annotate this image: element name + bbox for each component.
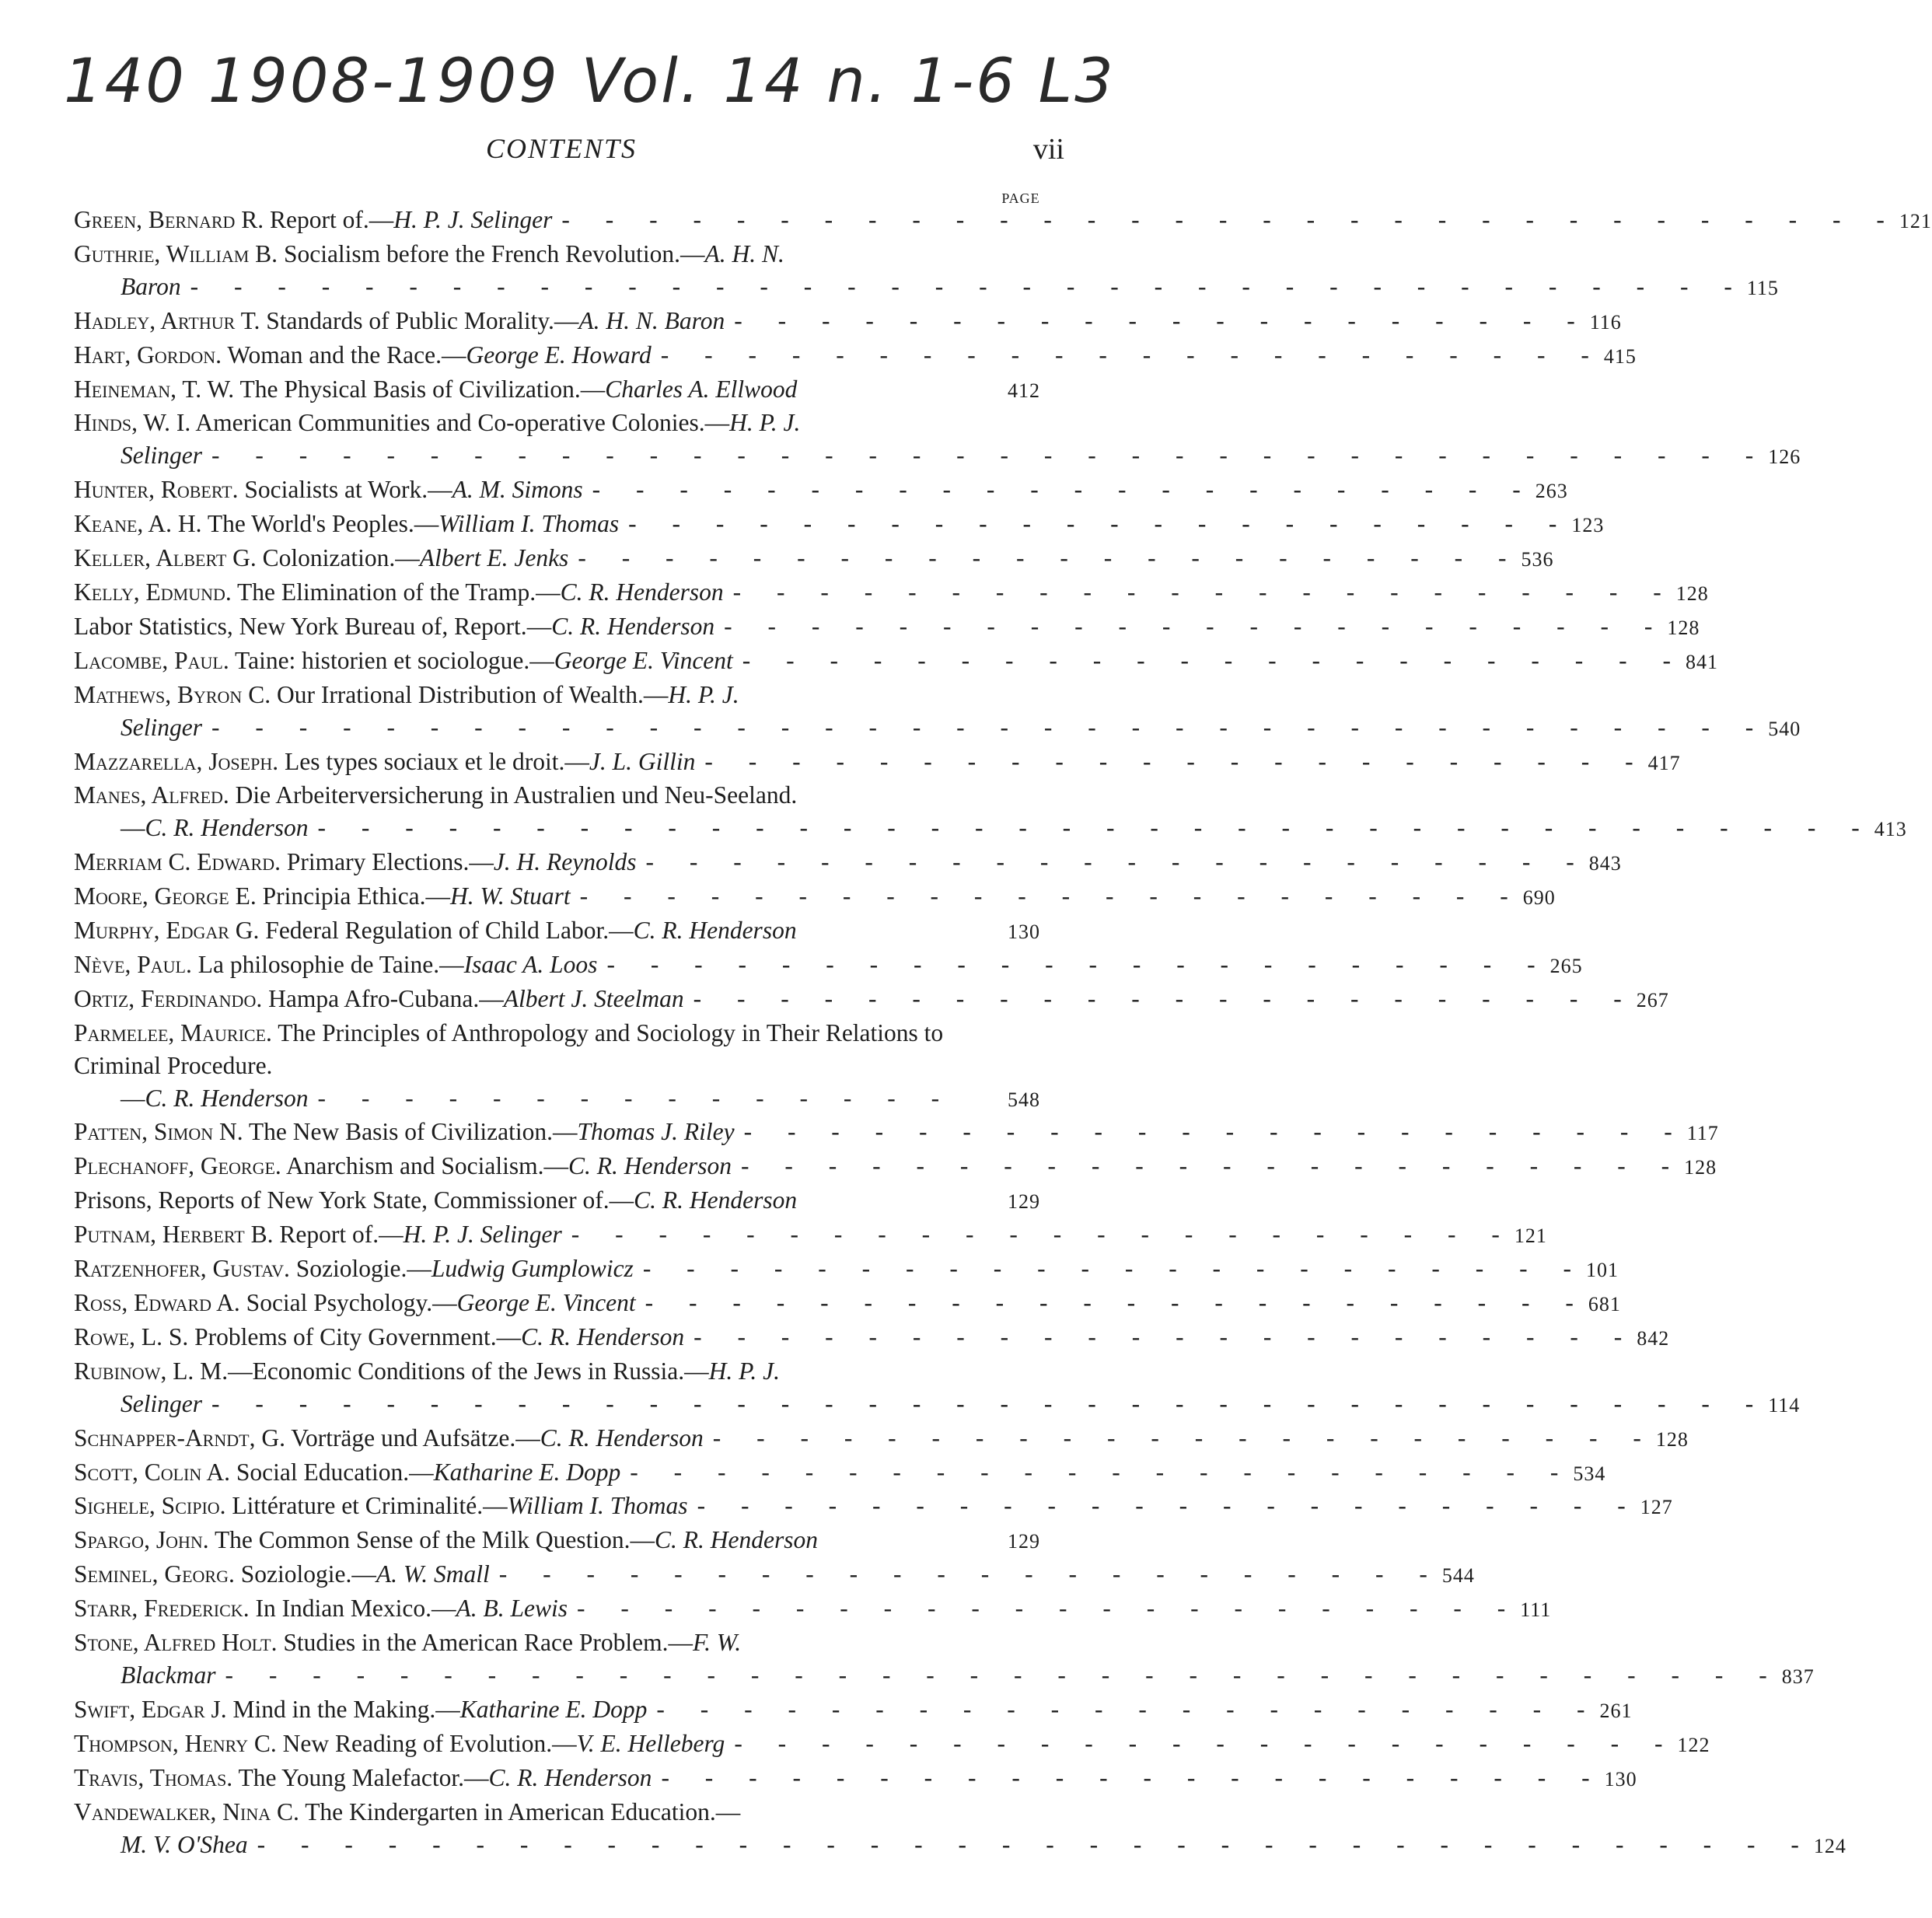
contents-entry: Murphy, Edgar G. Federal Regulation of Child Labor.—C. R. Henderson 130: [74, 914, 1055, 949]
entry-page: 544: [1441, 1564, 1475, 1588]
contents-entry: Manes, Alfred. Die Arbeiterversicherung in Australien und Neu-Seeland. —C. R. Henderson - - - - - - - - - - - - - - - - - - - - - - - - - - - - - - - - - - - - 413: [74, 779, 1055, 846]
page-title: CONTENTS: [485, 133, 638, 164]
contents-entry: Seminel, Georg. Soziologie.—A. W. Small - - - - - - - - - - - - - - - - - - - - - - 544: [74, 1558, 1055, 1592]
contents-entry: Spargo, John. The Common Sense of the Milk Question.—C. R. Henderson 129: [74, 1524, 1055, 1558]
entry-title: American Communities and Co-operative Colonies.: [195, 409, 705, 437]
contents-entry: Lacombe, Paul. Taine: historien et sociologue.—George E. Vincent - - - - - - - - - - - - - - - - - - - - - - 841: [74, 645, 1055, 679]
dot-leader: - - - - - - - - - - - - - - - - - - - - - - - - - - - - - - - - - - - -: [190, 272, 1747, 300]
contents-entry: Mazzarella, Joseph. Les types sociaux et le droit.—J. L. Gillin - - - - - - - - - - - - - - - - - - - - - - 417: [74, 746, 1055, 780]
entry-page: 690: [1522, 886, 1556, 910]
entry-reviewer: M. V. O'Shea: [121, 1830, 248, 1858]
entry-title: Report of.: [279, 1221, 379, 1249]
entry-page: 115: [1746, 276, 1779, 299]
entry-author: Stone, Alfred Holt.: [74, 1629, 278, 1657]
dot-leader: - - - - - - - - - - - - - - - - - - - - - -: [592, 476, 1535, 504]
entry-author: Patten, Simon N.: [74, 1118, 243, 1146]
contents-entry: Putnam, Herbert B. Report of.—H. P. J. Selinger - - - - - - - - - - - - - - - - - - - - - - 121: [74, 1218, 1055, 1252]
entry-title: The New Basis of Civilization.: [248, 1118, 553, 1146]
entry-page: 413: [1874, 818, 1907, 841]
entry-page: 111: [1520, 1598, 1552, 1622]
dot-leader: - - - - - - - - - - - - - - - - - - - - - -: [742, 646, 1686, 674]
entry-title: Colonization.: [262, 544, 396, 572]
entry-title: The World's Peoples.: [207, 510, 414, 538]
entry-reviewer: George E. Howard: [466, 341, 652, 369]
entry-reviewer: C. R. Henderson: [540, 1424, 704, 1452]
contents-entry: Keane, A. H. The World's Peoples.—William I. Thomas - - - - - - - - - - - - - - - - - - - - - - 123: [74, 508, 1055, 542]
entry-title: Vorträge und Aufsätze.: [291, 1424, 516, 1452]
dot-leader: - - - - - - - - - - - - - - - - - - - -: [734, 306, 1590, 334]
entry-title: Les types sociaux et le droit.: [284, 747, 565, 775]
dot-leader: - - - - - - - - - - - - - - - - - - - - - - - - - - - - - - -: [561, 206, 1899, 233]
entry-reviewer: C. R. Henderson: [560, 578, 724, 606]
entry-reviewer: C. R. Henderson: [145, 1084, 309, 1112]
entry-title: The Elimination of the Tramp.: [237, 578, 536, 606]
contents-entry: Sighele, Scipio. Littérature et Criminalité.—William I. Thomas - - - - - - - - - - - - - - - - - - - - - - 127: [74, 1490, 1055, 1524]
entry-author: Murphy, Edgar G.: [74, 917, 260, 945]
entry-reviewer: George E. Vincent: [554, 646, 733, 674]
dot-leader: - - - - - - - - - - - - - - - - - - - - - -: [734, 1729, 1678, 1757]
dot-leader: - - - - - - - - - - - - - - - - - - - - - - - - - - - - - - - - - - - -: [211, 1389, 1769, 1417]
dot-leader: - - - - - - - - - - - - - - - - - - - - - -: [645, 848, 1589, 876]
entry-reviewer: A. H. N. Baron: [578, 306, 725, 334]
entry-page: 128: [1684, 1156, 1717, 1179]
entry-title: Principia Ethica.: [262, 882, 426, 910]
entry-reviewer: Thomas J. Riley: [577, 1118, 735, 1146]
entry-author: Rowe, L. S.: [74, 1322, 189, 1350]
entry-title: Studies in the American Race Problem.: [283, 1629, 669, 1657]
running-header: [74, 132, 1064, 171]
dot-leader: - - - - - - - - - - - - - - - - - - - - - -: [743, 1118, 1687, 1146]
contents-entry: Parmelee, Maurice. The Principles of Anthropology and Sociology in Their Relations to Criminal Procedure. —C. R. Henderson - - - - - - - - - - - - - - - 548: [74, 1017, 1055, 1116]
contents-entry: Travis, Thomas. The Young Malefactor.—C. R. Henderson - - - - - - - - - - - - - - - - - - - - - - 130: [74, 1762, 1055, 1796]
contents-entry: Moore, George E. Principia Ethica.—H. W. Stuart - - - - - - - - - - - - - - - - - - - - - - 690: [74, 880, 1055, 914]
entry-reviewer: H. W. Stuart: [450, 882, 571, 910]
entry-page: 534: [1573, 1462, 1606, 1485]
entry-page: 129: [1008, 1190, 1040, 1214]
entry-author: Parmelee, Maurice.: [74, 1018, 272, 1046]
dot-leader: - - - - - - - - - - - - - - - - - - - - - -: [606, 950, 1550, 978]
entry-page: 127: [1640, 1496, 1673, 1519]
entry-page: 412: [1008, 379, 1040, 402]
entry-page: 121: [1514, 1225, 1547, 1248]
entry-reviewer: A. W. Small: [376, 1560, 490, 1588]
entry-reviewer: J. L. Gillin: [589, 747, 696, 775]
page-number: vii: [1032, 133, 1064, 166]
dot-leader: - - - - - - - - - - - - - - - - - - - - - -: [498, 1560, 1442, 1588]
dot-leader: - - - - - - - - - - - - - - - - - - - - - -: [642, 1255, 1586, 1283]
entry-author: Travis, Thomas.: [74, 1763, 233, 1791]
entry-author: Moore, George E.: [74, 882, 257, 910]
dot-leader: - - - - - - - - - - - - - - - - - - - - - -: [704, 747, 1648, 775]
entry-reviewer: Isaac A. Loos: [463, 950, 598, 978]
entry-author: Putnam, Herbert B.: [74, 1221, 274, 1249]
entry-page: 837: [1781, 1665, 1815, 1688]
entry-title: Economic Conditions of the Jews in Russia.: [252, 1357, 685, 1385]
entry-title: Soziologie.: [295, 1255, 407, 1283]
entry-title: Standards of Public Morality.: [266, 306, 554, 334]
entry-title: New Reading of Evolution.: [282, 1729, 553, 1757]
entry-title: Our Irrational Distribution of Wealth.: [276, 680, 644, 708]
entry-title: The Kindergarten in American Education.: [305, 1797, 716, 1825]
contents-entry: Thompson, Henry C. New Reading of Evolution.—V. E. Helleberg - - - - - - - - - - - - - - - - - - - - - - 122: [74, 1728, 1055, 1762]
entry-page: 417: [1647, 751, 1681, 774]
entry-author: Keller, Albert G.: [74, 544, 257, 572]
contents-entry: Ross, Edward A. Social Psychology.—George E. Vincent - - - - - - - - - - - - - - - - - - - - - - 681: [74, 1287, 1055, 1321]
entry-page: 126: [1768, 445, 1801, 469]
entry-page: 101: [1585, 1259, 1619, 1282]
entry-reviewer: George E. Vincent: [456, 1289, 636, 1316]
entry-reviewer: J. H. Reynolds: [493, 848, 637, 876]
entry-author: Starr, Frederick.: [74, 1595, 250, 1623]
entry-reviewer: C. R. Henderson: [145, 814, 309, 842]
contents-entry: Keller, Albert G. Colonization.—Albert E. Jenks - - - - - - - - - - - - - - - - - - - - - - 536: [74, 542, 1055, 576]
dot-leader: - - - - - - - - - - - - - - -: [317, 1084, 955, 1112]
dot-leader: - - - - - - - - - - - - - - - - - - - - - -: [578, 544, 1521, 572]
entry-reviewer: A. B. Lewis: [456, 1595, 568, 1623]
entry-page: 129: [1008, 1530, 1040, 1553]
entry-reviewer: C. R. Henderson: [633, 917, 797, 945]
entry-title: Soziologie.: [240, 1560, 352, 1588]
entry-page: 117: [1686, 1122, 1719, 1145]
dot-leader: - - - - - - - - - - - - - - - - - - - - - -: [741, 1152, 1685, 1180]
dot-leader: - - - - - - - - - - - - - - - - - - - - - -: [579, 882, 1523, 910]
contents-entry: Guthrie, William B. Socialism before the French Revolution.—A. H. N. Baron - - - - - - - - - - - - - - - - - - - - - - - - - - - - - - - - - - - - 115: [74, 238, 1055, 305]
dot-leader: - - - - - - - - - - - - - - - - - - - - - -: [661, 1763, 1605, 1791]
entry-reviewer: H. P. J. Selinger: [393, 206, 553, 233]
entry-page: 548: [1008, 1088, 1040, 1111]
contents-entry: Patten, Simon N. The New Basis of Civilization.—Thomas J. Riley - - - - - - - - - - - - - - - - - - - - - - 117: [74, 1116, 1055, 1150]
entry-reviewer: Albert J. Steelman: [503, 984, 684, 1012]
entry-title: Taine: historien et sociologue.: [235, 646, 530, 674]
entry-title: Social Psychology.: [246, 1289, 433, 1316]
entry-author: Guthrie, William B.: [74, 239, 278, 267]
entry-reviewer: Charles A. Ellwood: [605, 375, 798, 403]
entry-reviewer: William I. Thomas: [507, 1492, 688, 1520]
contents-list: [74, 204, 1932, 1862]
entry-author: Plechanoff, George.: [74, 1152, 281, 1180]
entry-page: 265: [1549, 954, 1583, 977]
entry-title: Report of.: [270, 206, 369, 233]
dot-leader: - - - - - - - - - - - - - - - - - - - - - - - - - - - - - - - - - - - -: [211, 713, 1769, 741]
dot-leader: - - - - - - - - - - - - - - - - - - - - - -: [630, 1458, 1574, 1486]
entry-reviewer: Albert E. Jenks: [419, 544, 569, 572]
entry-reviewer: Katharine E. Dopp: [433, 1458, 621, 1486]
entry-author: Ratzenhofer, Gustav.: [74, 1255, 290, 1283]
entry-author: Keane, A. H.: [74, 510, 202, 538]
entry-page: 842: [1637, 1326, 1670, 1350]
entry-author: Heineman, T. W.: [74, 375, 235, 403]
entry-author: Schnapper-Arndt, G.: [74, 1424, 285, 1452]
entry-author: Rubinow, L. M.: [74, 1357, 229, 1385]
entry-title: Socialists at Work.: [244, 476, 428, 504]
entry-page: 843: [1588, 852, 1622, 875]
entry-reviewer: Katharine E. Dopp: [459, 1695, 648, 1723]
contents-entry: Hunter, Robert. Socialists at Work.—A. M. Simons - - - - - - - - - - - - - - - - - - - - - - 263: [74, 473, 1055, 508]
contents-entry: Rubinow, L. M.—Economic Conditions of the Jews in Russia.—H. P. J. Selinger - - - - - - - - - - - - - - - - - - - - - - - - - - - - - - - - - - - - 114: [74, 1355, 1055, 1422]
dot-leader: - - - - - - - - - - - - - - - - - - - - - -: [645, 1289, 1588, 1316]
entry-author: Thompson, Henry C.: [74, 1729, 277, 1757]
contents-entry: Ratzenhofer, Gustav. Soziologie.—Ludwig Gumplowicz - - - - - - - - - - - - - - - - - - - - - - 101: [74, 1252, 1055, 1287]
entry-title: The Young Malefactor.: [238, 1763, 464, 1791]
entry-reviewer: C. R. Henderson: [655, 1526, 818, 1554]
entry-reviewer: C. R. Henderson: [488, 1763, 652, 1791]
entry-reviewer: C. R. Henderson: [634, 1186, 798, 1214]
dot-leader: - - - - - - - - - - - - - - - - - - - - - -: [693, 1322, 1637, 1350]
contents-entry: Mathews, Byron C. Our Irrational Distribution of Wealth.—H. P. J. Selinger - - - - - - - - - - - - - - - - - - - - - - - - - - - - - - - - - - - - 540: [74, 679, 1055, 746]
entry-page: 122: [1677, 1733, 1710, 1756]
entry-reviewer: Ludwig Gumplowicz: [431, 1255, 634, 1283]
contents-entry: Prisons, Reports of New York State, Commissioner of.—C. R. Henderson 129: [74, 1184, 1055, 1218]
contents-entry: Merriam C. Edward. Primary Elections.—J. H. Reynolds - - - - - - - - - - - - - - - - - - - - - - 843: [74, 846, 1055, 880]
entry-author: Ross, Edward A.: [74, 1289, 240, 1316]
entry-title: Social Education.: [236, 1458, 410, 1486]
entry-author: Scott, Colin A.: [74, 1458, 231, 1486]
contents-entry: Hadley, Arthur T. Standards of Public Morality.—A. H. N. Baron - - - - - - - - - - - - - - - - - - - - 116: [74, 305, 1055, 339]
entry-page: 536: [1521, 548, 1554, 571]
entry-author: Hadley, Arthur T.: [74, 306, 260, 334]
entry-page: 128: [1655, 1427, 1689, 1451]
dot-leader: - - - - - - - - - - - - - - - - - - - - - -: [724, 612, 1668, 640]
entry-title: The Physical Basis of Civilization.: [239, 375, 581, 403]
dot-leader: - - - - - - - - - - - - - - - - - - - - - -: [628, 510, 1572, 538]
entry-author: Spargo, John.: [74, 1526, 209, 1554]
entry-author: Hart, Gordon.: [74, 341, 222, 369]
dot-leader: - - - - - - - - - - - - - - - - - - - - - -: [577, 1595, 1521, 1623]
entry-title: Woman and the Race.: [227, 341, 442, 369]
contents-entry: Swift, Edgar J. Mind in the Making.—Katharine E. Dopp - - - - - - - - - - - - - - - - - - - - - - 261: [74, 1693, 1055, 1728]
contents-entry: Scott, Colin A. Social Education.—Katharine E. Dopp - - - - - - - - - - - - - - - - - - - - - - 534: [74, 1456, 1055, 1490]
entry-page: 415: [1603, 344, 1637, 368]
entry-reviewer: C. R. Henderson: [568, 1152, 732, 1180]
contents-entry: Plechanoff, George. Anarchism and Socialism.—C. R. Henderson - - - - - - - - - - - - - - - - - - - - - - 128: [74, 1150, 1055, 1184]
contents-entry: Stone, Alfred Holt. Studies in the American Race Problem.—F. W. Blackmar - - - - - - - - - - - - - - - - - - - - - - - - - - - - - - - - - - - - 837: [74, 1626, 1055, 1693]
entry-reviewer: A. M. Simons: [452, 476, 583, 504]
entry-title: Hampa Afro-Cubana.: [268, 984, 480, 1012]
entry-reviewer: V. E. Helleberg: [576, 1729, 725, 1757]
contents-entry: Labor Statistics, New York Bureau of, Report.—C. R. Henderson - - - - - - - - - - - - - - - - - - - - - - 128: [74, 610, 1055, 645]
entry-page: 128: [1667, 616, 1700, 639]
dot-leader: - - - - - - - - - - - - - - - - - - - - - - - - - - - - - - - - - - - -: [225, 1661, 1782, 1689]
entry-title: In Indian Mexico.: [255, 1595, 432, 1623]
entry-page: 267: [1636, 988, 1669, 1011]
contents-entry: Green, Bernard R. Report of.—H. P. J. Selinger - - - - - - - - - - - - - - - - - - - - - - - - - - - - - - - 121: [74, 204, 1055, 238]
entry-title: Die Arbeiterversicherung in Australien und Neu-Seeland.: [235, 781, 798, 809]
entry-page: 263: [1535, 480, 1568, 503]
entry-page: 124: [1813, 1834, 1846, 1857]
dot-leader: - - - - - - - - - - - - - - - - - - - - - - - - - - - - - - - - - - - -: [211, 442, 1769, 470]
entry-author: Green, Bernard R.: [74, 206, 264, 233]
dot-leader: - - - - - - - - - - - - - - - - - - - - - - - - - - - - - - - - - - - -: [317, 814, 1874, 842]
entry-author: Vandewalker, Nina C.: [74, 1797, 299, 1825]
entry-author: Hinds, W. I.: [74, 409, 191, 437]
contents-entry: Schnapper-Arndt, G. Vorträge und Aufsätze.—C. R. Henderson - - - - - - - - - - - - - - - - - - - - - - 128: [74, 1422, 1055, 1456]
entry-author: Sighele, Scipio.: [74, 1492, 226, 1520]
entry-author: Lacombe, Paul.: [74, 646, 229, 674]
contents-entry: Hinds, W. I. American Communities and Co-operative Colonies.—H. P. J. Selinger - - - - - - - - - - - - - - - - - - - - - - - - - - - - - - - - - - - - 126: [74, 407, 1055, 473]
entry-author: Manes, Alfred.: [74, 781, 229, 809]
entry-reviewer: C. R. Henderson: [551, 612, 715, 640]
entry-reviewer: William I. Thomas: [438, 510, 620, 538]
dot-leader: - - - - - - - - - - - - - - - - - - - - - -: [732, 578, 1676, 606]
entry-title: Socialism before the French Revolution.: [283, 239, 680, 267]
entry-page: 121: [1899, 210, 1932, 232]
entry-page: 130: [1604, 1767, 1637, 1790]
entry-page: 681: [1588, 1293, 1621, 1315]
contents-entry: Heineman, T. W. The Physical Basis of Civilization.—Charles A. Ellwood 412: [74, 373, 1055, 407]
dot-leader: - - - - - - - - - - - - - - - - - - - - - -: [697, 1492, 1640, 1520]
entry-title: Primary Elections.: [286, 848, 470, 876]
entry-page: 261: [1599, 1699, 1633, 1722]
entry-author: Kelly, Edmund.: [74, 578, 232, 606]
dot-leader: - - - - - - - - - - - - - - - - - - - - - -: [660, 341, 1604, 369]
entry-title: Littérature et Criminalité.: [232, 1492, 484, 1520]
entry-author: Mathews, Byron C.: [74, 680, 271, 708]
entry-page: 123: [1571, 514, 1605, 537]
entry-page: 128: [1675, 582, 1709, 605]
contents-entry: Starr, Frederick. In Indian Mexico.—A. B. Lewis - - - - - - - - - - - - - - - - - - - - - - 111: [74, 1592, 1055, 1626]
entry-author: Hunter, Robert.: [74, 476, 239, 504]
dot-leader: - - - - - - - - - - - - - - - - - - - - - -: [712, 1424, 1656, 1452]
contents-entry: Kelly, Edmund. The Elimination of the Tramp.—C. R. Henderson - - - - - - - - - - - - - - - - - - - - - - 128: [74, 576, 1055, 610]
contents-entry: Rowe, L. S. Problems of City Government.—C. R. Henderson - - - - - - - - - - - - - - - - - - - - - - 842: [74, 1321, 1055, 1355]
dot-leader: - - - - - - - - - - - - - - - - - - - - - -: [693, 984, 1637, 1012]
entry-author: Nève, Paul.: [74, 950, 192, 978]
entry-title: La philosophie de Taine.: [197, 950, 440, 978]
entry-title: Problems of City Government.: [194, 1322, 497, 1350]
entry-title: Federal Regulation of Child Labor.: [265, 917, 610, 945]
entry-title: The Principles of Anthropology and Sociology in Their Relations to Criminal Procedure.: [74, 1018, 944, 1079]
entry-page: 116: [1589, 310, 1622, 334]
dot-leader: - - - - - - - - - - - - - - - - - - - - - -: [571, 1221, 1515, 1249]
entry-author: Ortiz, Ferdinando.: [74, 984, 263, 1012]
entry-page: 114: [1768, 1393, 1801, 1417]
page-column-label: PAGE: [1001, 190, 1040, 206]
entry-reviewer: C. R. Henderson: [521, 1322, 685, 1350]
dot-leader: - - - - - - - - - - - - - - - - - - - - - - - - - - - - - - - - - - - -: [257, 1830, 1814, 1858]
contents-entry: Vandewalker, Nina C. The Kindergarten in American Education.— M. V. O'Shea - - - - - - - - - - - - - - - - - - - - - - - - - - - - - - - - - - - - 124: [74, 1796, 1055, 1863]
dot-leader: - - - - - - - - - - - - - - - - - - - - - -: [656, 1695, 1600, 1723]
entry-page: 540: [1768, 717, 1801, 740]
entry-author: Merriam C. Edward.: [74, 848, 281, 876]
entry-author: Mazzarella, Joseph.: [74, 747, 279, 775]
contents-entry: Nève, Paul. La philosophie de Taine.—Isaac A. Loos - - - - - - - - - - - - - - - - - - - - - - 265: [74, 949, 1055, 983]
handwritten-shelf-note: 140 1908-1909 Vol. 14 n. 1-6 L3: [64, 47, 1116, 117]
entry-title: Anarchism and Socialism.: [285, 1152, 544, 1180]
entry-title: The Common Sense of the Milk Question.: [214, 1526, 631, 1554]
entry-title: Labor Statistics, New York Bureau of, Report.: [74, 612, 527, 640]
contents-entry: Hart, Gordon. Woman and the Race.—George E. Howard - - - - - - - - - - - - - - - - - - - - - - 415: [74, 339, 1055, 373]
entry-title: Prisons, Reports of New York State, Commissioner of.: [74, 1186, 610, 1214]
entry-author: Seminel, Georg.: [74, 1560, 235, 1588]
entry-reviewer: H. P. J. Selinger: [403, 1221, 562, 1249]
entry-title: Mind in the Making.: [232, 1695, 436, 1723]
entry-author: Swift, Edgar J.: [74, 1695, 227, 1723]
entry-page: 130: [1008, 921, 1040, 944]
contents-entry: Ortiz, Ferdinando. Hampa Afro-Cubana.—Albert J. Steelman - - - - - - - - - - - - - - - - - - - - - - 267: [74, 983, 1055, 1017]
entry-page: 841: [1685, 650, 1718, 673]
